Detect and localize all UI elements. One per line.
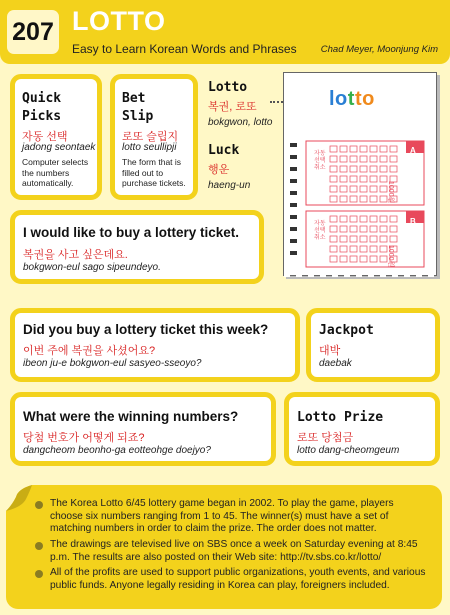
ticket-number-box	[340, 156, 347, 162]
ticket-number-box	[340, 246, 347, 252]
ticket-number-box	[340, 256, 347, 262]
card-jackpot	[306, 308, 440, 382]
card-korean: 로또 슬립지	[122, 131, 179, 143]
card-buy-ticket	[10, 210, 264, 284]
word-luck	[208, 143, 250, 191]
section-a-label: A	[410, 146, 416, 155]
ticket-number-box	[330, 236, 337, 242]
side-label-b: 자동선택 취소	[314, 221, 326, 241]
card-winning-numbers	[10, 392, 276, 466]
card-korean: 대박	[319, 345, 341, 357]
ticket-number-box	[330, 176, 337, 182]
card-did-you-buy	[10, 308, 300, 382]
card-english: What were the winning numbers?	[23, 409, 239, 424]
note-item: All of the profits are used to support public organizations, youth events, and various public funds. Anyone legally residing in Korea can play, foreigners included.	[50, 567, 426, 591]
card-korean: 이번 주에 복권을 사셨어요?	[23, 345, 156, 357]
ticket-number-box	[330, 256, 337, 262]
section-b-label: B	[410, 217, 416, 226]
price-label-b: 1000원	[387, 245, 394, 268]
ticket-number-box	[330, 186, 337, 192]
ticket-hole	[290, 239, 297, 243]
ticket-hole	[290, 215, 297, 219]
ticket-number-box	[390, 146, 397, 152]
ticket-number-box	[350, 256, 357, 262]
ticket-number-box	[360, 166, 367, 172]
ticket-hole	[290, 203, 297, 207]
ticket-number-box	[360, 176, 367, 182]
ticket-number-box	[390, 216, 397, 222]
ticket-number-box	[340, 146, 347, 152]
ticket-number-box	[370, 156, 377, 162]
ticket-number-box	[380, 166, 387, 172]
ticket-number-box	[350, 146, 357, 152]
card-romanization: daebak	[319, 358, 352, 369]
card-romanization: bokgwon-eul sago sipeundeyo.	[23, 262, 161, 273]
ticket-number-box	[370, 236, 377, 242]
word-romanization: haeng-un	[208, 180, 251, 191]
ticket-number-box	[370, 216, 377, 222]
ticket-number-box	[390, 156, 397, 162]
card-english: Picks	[22, 109, 62, 124]
card-description: Computer selects the numbers automatically.	[22, 157, 89, 188]
price-label-a: 1000원	[387, 181, 394, 204]
card-english: Slip	[122, 109, 154, 124]
ticket-hole	[290, 143, 297, 147]
word-korean: 행운	[208, 164, 230, 176]
ticket-number-box	[360, 186, 367, 192]
ticket-torn-edge	[284, 269, 436, 277]
word-english: Luck	[208, 143, 240, 158]
bullet-icon	[35, 542, 43, 550]
ticket-number-box	[370, 146, 377, 152]
ticket-number-box	[380, 216, 387, 222]
ticket-number-box	[350, 166, 357, 172]
card-romanization: dangcheom beonho-ga eotteohge doejyo?	[23, 445, 211, 456]
ticket-hole	[290, 191, 297, 195]
ticket-number-box	[360, 226, 367, 232]
ticket-number-box	[390, 166, 397, 172]
ticket-hole	[290, 155, 297, 159]
card-quick-picks	[10, 74, 102, 200]
ticket-number-box	[340, 236, 347, 242]
card-romanization: lotto seullipji	[122, 142, 177, 153]
ticket-number-box	[330, 226, 337, 232]
page-curl-icon	[4, 483, 34, 513]
card-english: I would like to buy a lottery ticket.	[23, 225, 240, 240]
ticket-number-box	[340, 196, 347, 202]
card-english: Quick	[22, 91, 62, 106]
authors: Chad Meyer, Moonjung Kim	[320, 44, 438, 55]
card-korean: 복권을 사고 싶은데요.	[23, 249, 128, 261]
ticket-hole	[290, 167, 297, 171]
ticket-number-box	[360, 246, 367, 252]
card-bet-slip	[110, 74, 198, 200]
ticket-number-box	[350, 236, 357, 242]
bullet-icon	[35, 570, 43, 578]
card-romanization: lotto dang-cheomgeum	[297, 445, 400, 456]
ticket-number-box	[380, 146, 387, 152]
card-english: Lotto Prize	[297, 410, 384, 425]
notes-panel	[6, 485, 442, 609]
ticket-number-box	[380, 226, 387, 232]
ticket-number-box	[340, 166, 347, 172]
ticket-number-box	[340, 216, 347, 222]
note-item: The Korea Lotto 6/45 lottery game began in 2002. To play the game, players choose six numbers ranging from 1 to 45. The winner(s) must have a set of matching numbers in order to claim the prize. The order does not matter.	[50, 498, 394, 535]
ticket-number-box	[370, 246, 377, 252]
ticket-number-box	[360, 156, 367, 162]
ticket-number-box	[370, 196, 377, 202]
ticket-number-box	[350, 186, 357, 192]
card-description: The form that is filled out to purchase tickets.	[122, 157, 186, 188]
lotto-logo: lotto	[329, 88, 375, 110]
ticket-number-box	[360, 146, 367, 152]
ticket-number-box	[370, 176, 377, 182]
ticket-hole	[290, 251, 297, 255]
card-korean: 자동 선택	[22, 131, 68, 143]
ticket-hole	[290, 227, 297, 231]
ticket-number-box	[370, 186, 377, 192]
card-korean: 로또 당첨금	[297, 432, 354, 444]
ticket-number-box	[330, 156, 337, 162]
ticket-number-box	[360, 236, 367, 242]
word-lotto	[208, 80, 273, 128]
ticket-grid	[284, 73, 436, 275]
ticket-number-box	[330, 146, 337, 152]
ticket-number-box	[370, 166, 377, 172]
card-english: Bet	[122, 91, 146, 106]
ticket-number-box	[340, 186, 347, 192]
page-title: LOTTO	[72, 6, 166, 36]
word-romanization: bokgwon, lotto	[208, 117, 273, 128]
word-korean: 복권, 로또	[208, 101, 257, 113]
ticket-number-box	[350, 246, 357, 252]
ticket-number-box	[330, 246, 337, 252]
card-english: Jackpot	[319, 323, 374, 338]
ticket-number-box	[370, 226, 377, 232]
ticket-number-box	[340, 226, 347, 232]
ticket-number-box	[390, 236, 397, 242]
ticket-number-box	[350, 216, 357, 222]
lotto-ticket	[283, 72, 437, 276]
ticket-number-box	[350, 156, 357, 162]
header-bar	[0, 0, 450, 64]
ticket-number-box	[350, 196, 357, 202]
ticket-number-box	[330, 196, 337, 202]
word-english: Lotto	[208, 80, 248, 95]
ticket-number-box	[330, 216, 337, 222]
ticket-number-box	[380, 156, 387, 162]
ticket-number-box	[380, 236, 387, 242]
card-romanization: ibeon ju-e bokgwon-eul sasyeo-sseoyo?	[23, 358, 202, 369]
card-korean: 당첨 번호가 어떻게 되죠?	[23, 432, 145, 444]
lesson-number: 207	[7, 10, 59, 54]
card-lotto-prize	[284, 392, 440, 466]
ticket-number-box	[360, 196, 367, 202]
ticket-number-box	[350, 176, 357, 182]
ticket-number-box	[330, 166, 337, 172]
ticket-number-box	[360, 256, 367, 262]
bullet-icon	[35, 501, 43, 509]
ticket-hole	[290, 179, 297, 183]
note-item: The drawings are televised live on SBS once a week on Saturday evening at 8:45 p.m. The results are also posted on their Web site: http://tv.sbs.co.kr/lotto/	[50, 539, 418, 563]
card-english: Did you buy a lottery ticket this week?	[23, 322, 269, 337]
lotto-ticket-illustration	[283, 72, 443, 280]
card-romanization: jadong seontaek	[22, 142, 96, 153]
ticket-number-box	[350, 226, 357, 232]
ticket-number-box	[390, 226, 397, 232]
ticket-number-box	[370, 256, 377, 262]
side-label-a: 자동선택 취소	[314, 151, 326, 171]
page-subtitle: Easy to Learn Korean Words and Phrases	[72, 42, 297, 56]
ticket-number-box	[340, 176, 347, 182]
ticket-number-box	[360, 216, 367, 222]
